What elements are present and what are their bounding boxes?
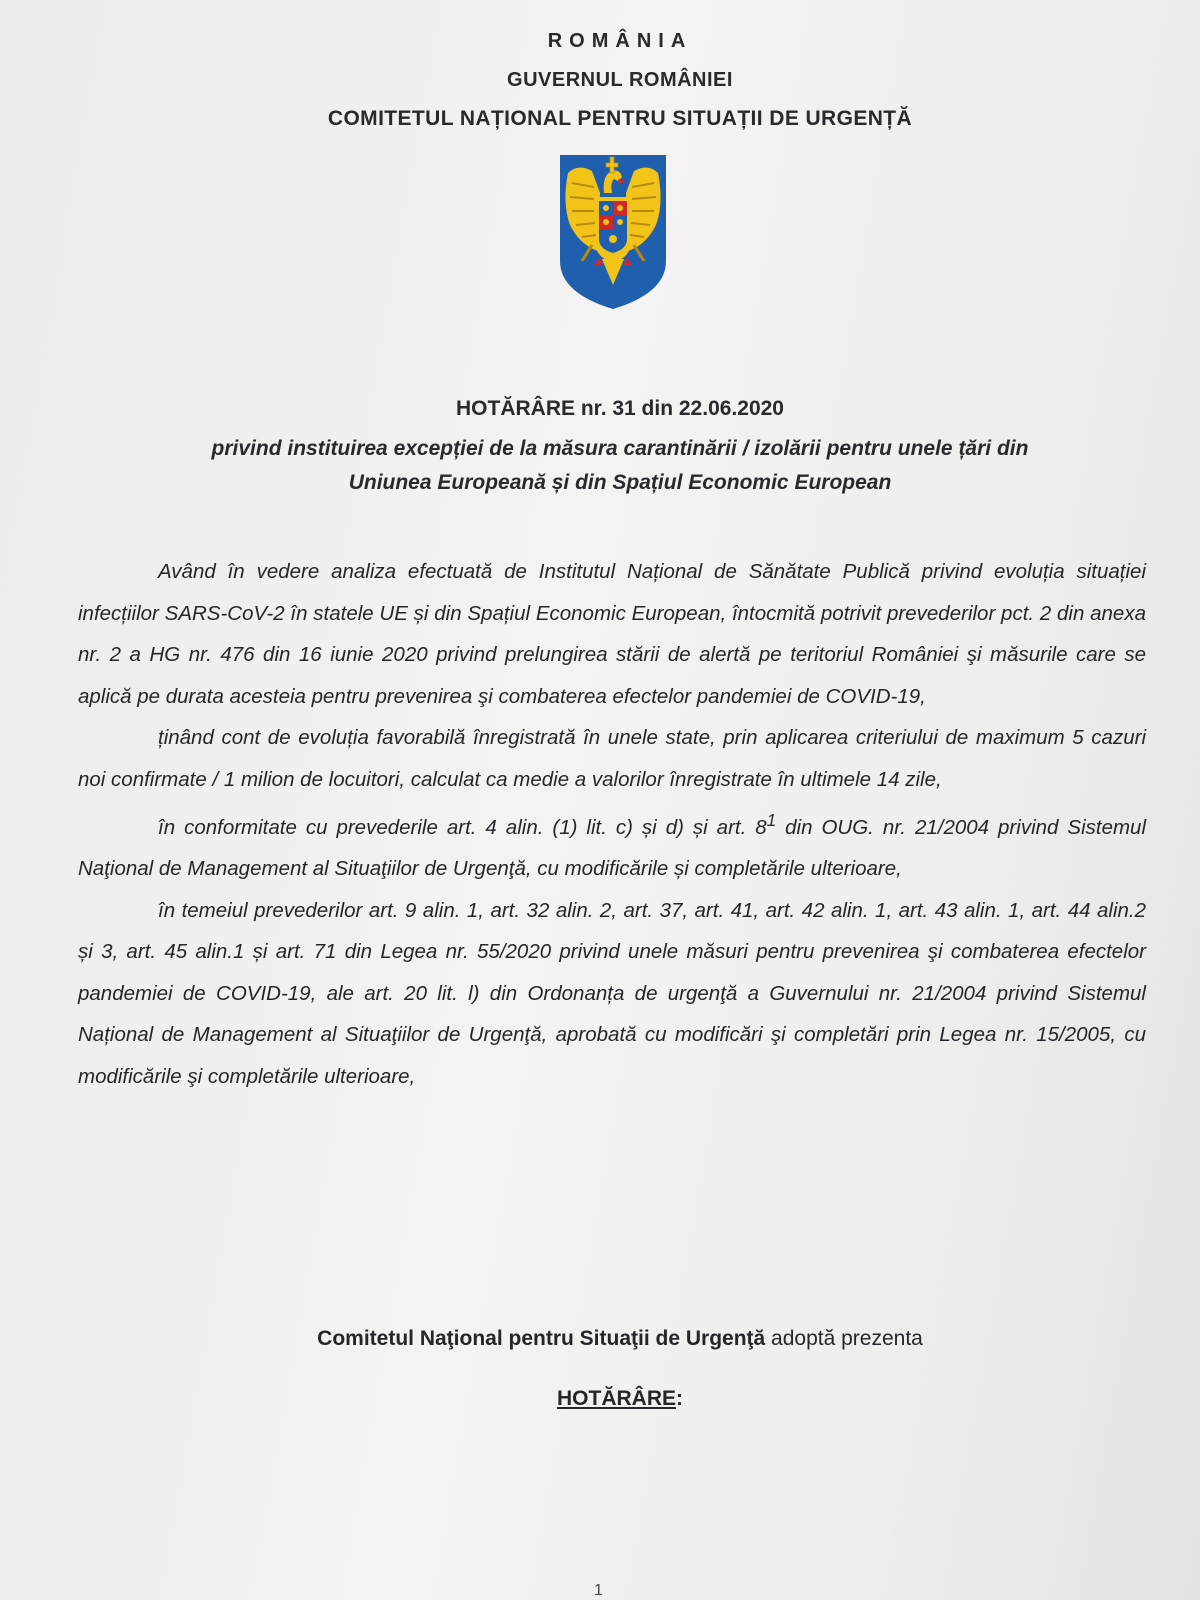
committee-heading: COMITETUL NAȚIONAL PENTRU SITUAȚII DE URGENȚĂ — [327, 107, 913, 130]
subject-line-2: Uniunea Europeană și din Spațiul Economic European — [348, 471, 892, 494]
decision-heading — [0, 1387, 1200, 1411]
coat-of-arms-icon — [558, 153, 668, 311]
decision-heading-word: HOTĂRÂRE — [557, 1387, 676, 1410]
decision-subject — [100, 432, 1140, 500]
paragraph-evolution: ținând cont de evoluția favorabilă înregistrată în unele state, prin aplicarea criteriului de maximum 5 cazuri noi confirmate / 1 milion de locuitori, calculat ca medie a valorilor înregistrate în ultimele 14 zile, — [78, 726, 1146, 791]
document-body — [78, 551, 1146, 1097]
subject-line-1: privind instituirea excepției de la măsura carantinării / izolării pentru unele țări din — [211, 437, 1029, 460]
paragraph-legal-basis: în temeiul prevederilor art. 9 alin. 1, art. 32 alin. 2, art. 37, art. 41, art. 42 alin. 1, art. 43 alin. 1, art. 44 alin.2 și 3, art. 45 alin.1 și art. 71 din Legea nr. 55/2020 privind unele măsuri pentru prevenirea şi combaterea efectelor pandemiei de COVID-19, ale art. 20 lit. l) din Ordonanța de urgenţă a Guvernului nr. 21/2004 privind Sistemul Național de Management al Situaţiilor de Urgenţă, aprobată cu modificări şi completări prin Legea nr. 15/2005, cu modificările şi completările ulterioare, — [78, 898, 1146, 1088]
page-number: 1 — [594, 1582, 603, 1599]
adoption-text: adoptă prezenta — [765, 1327, 923, 1350]
adoption-statement — [0, 1327, 1200, 1351]
paragraph-analysis: Având în vedere analiza efectuată de Institutul Național de Sănătate Publică privind evoluția situației infecțiilor SARS-CoV-2 în statele UE și din Spațiul Economic European, întocmită potrivit prevederilor pct. 2 din anexa nr. 2 a HG nr. 476 din 16 iunie 2020 privind prelungirea stării de alertă pe teritoriul României şi măsurile care se aplică pe durata acesteia pentru prevenirea şi combaterea efectelor pandemiei de COVID-19, — [78, 560, 1146, 708]
country-heading: ROMÂNIA — [547, 30, 693, 52]
adoption-committee: Comitetul Naţional pentru Situaţii de Urgenţă — [317, 1327, 766, 1350]
paragraph-conformity-text-start: în conformitate cu prevederile art. 4 alin. (1) lit. c) și d) și art. 8 — [158, 815, 767, 839]
decision-heading-colon: : — [676, 1387, 683, 1410]
article-superscript: 1 — [766, 811, 777, 830]
paragraph-conformity-text-end: din OUG. nr. 21/2004 privind Sistemul Naţional de Management al Situaţiilor de Urgenţă, cu modificările și completările ulterioare, — [78, 815, 1146, 881]
decision-title: HOTĂRÂRE nr. 31 din 22.06.2020 — [456, 397, 784, 420]
government-heading: GUVERNUL ROMÂNIEI — [507, 69, 733, 91]
paragraph-conformity — [78, 800, 1146, 890]
